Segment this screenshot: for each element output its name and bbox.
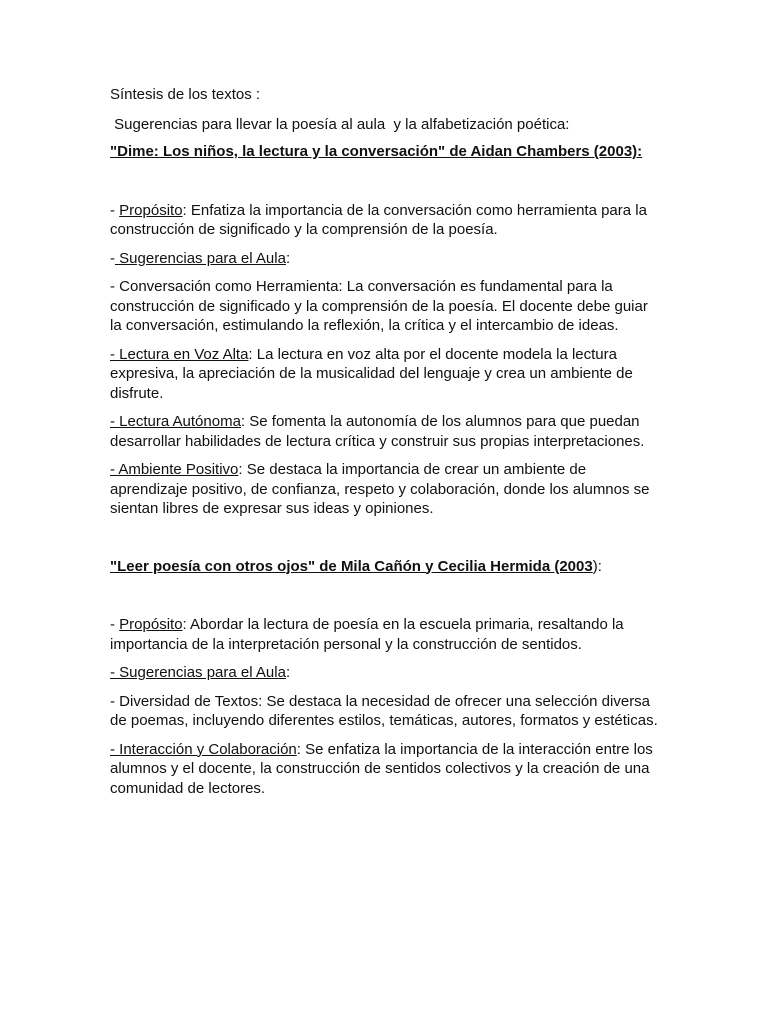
proposito-label: Propósito [119,201,183,219]
sugerencias2-suffix: : [285,664,291,681]
autonoma-text: : Se fomenta la autonomía de los alumnos para que puedan desarrollar habilidades de lectura crítica y construir sus propias interpretaciones. [110,413,645,450]
document-subtitle [110,115,658,135]
section2-heading-suffix: ): [592,557,602,575]
document-title: Síntesis de los textos : [110,86,261,103]
section1-item-conversacion: - Conversación como Herramienta: La conversación es fundamental para la construcción de significado y la comprensión de la poesía. El docente debe guiar la conversación, estimulando la reflexión, la crítica y el intercambio de ideas. [110,278,648,334]
sugerencias-prefix: - [110,249,115,267]
document-body [110,85,658,798]
section1-item-ambiente [110,460,658,519]
proposito2-text: : Abordar la lectura de poesía en la escuela primaria, resaltando la importancia de la interpretación personal y la construcción de sentidos. [110,616,624,653]
section2-item-diversidad: - Diversidad de Textos: Se destaca la necesidad de ofrecer una selección diversa de poemas, incluyendo diferentes estilos, temáticas, autores, formatos y estéticas. [110,692,658,729]
ambiente-text: : Se destaca la importancia de crear un ambiente de aprendizaje positivo, de confianza, respeto y colaboración, donde los alumnos se sientan libres de expresar sus ideas y opiniones. [110,461,650,517]
interaccion-label: - Interacción y Colaboración [110,740,297,758]
proposito2-prefix: - [110,616,120,633]
sugerencias-suffix: : [285,249,291,267]
section2-heading-text: "Leer poesía con otros ojos" de Mila Cañón y Cecilia Hermida (2003 [110,557,593,575]
section1-item-voz-alta [110,345,658,404]
voz-alta-label: - Lectura en Voz Alta [110,345,249,363]
autonoma-label: - Lectura Autónoma [110,413,241,430]
section2-heading [110,557,658,577]
sugerencias-label: Sugerencias para el Aula [115,249,286,267]
proposito-text: : Enfatiza la importancia de la conversación como herramienta para la construcción de significado y la comprensión de la poesía. [110,201,647,238]
proposito2-label: Propósito [119,616,183,633]
sugerencias2-label: - Sugerencias para el Aula [110,664,286,681]
proposito-prefix: - [110,201,120,219]
section2-proposito [110,615,658,654]
ambiente-label: - Ambiente Positivo [110,461,239,478]
section1-sugerencias [110,249,658,269]
section1-proposito [110,201,658,240]
section2-sugerencias [110,663,658,683]
interaccion-text: : Se enfatiza la importancia de la interacción entre los alumnos y el docente, la construcción de sentidos colectivos y la creación de una comunidad de lectores. [110,740,653,797]
section2-item-interaccion [110,740,658,799]
section1-heading: "Dime: Los niños, la lectura y la conversación" de Aidan Chambers (2003): [110,143,643,160]
section1-item-autonoma [110,412,658,451]
voz-alta-text: : La lectura en voz alta por el docente modela la lectura expresiva, la apreciación de la musicalidad del lenguaje y crea un ambiente de disfrute. [110,345,633,402]
subtitle-text: Sugerencias para llevar la poesía al aula y la alfabetización poética: [110,115,570,133]
